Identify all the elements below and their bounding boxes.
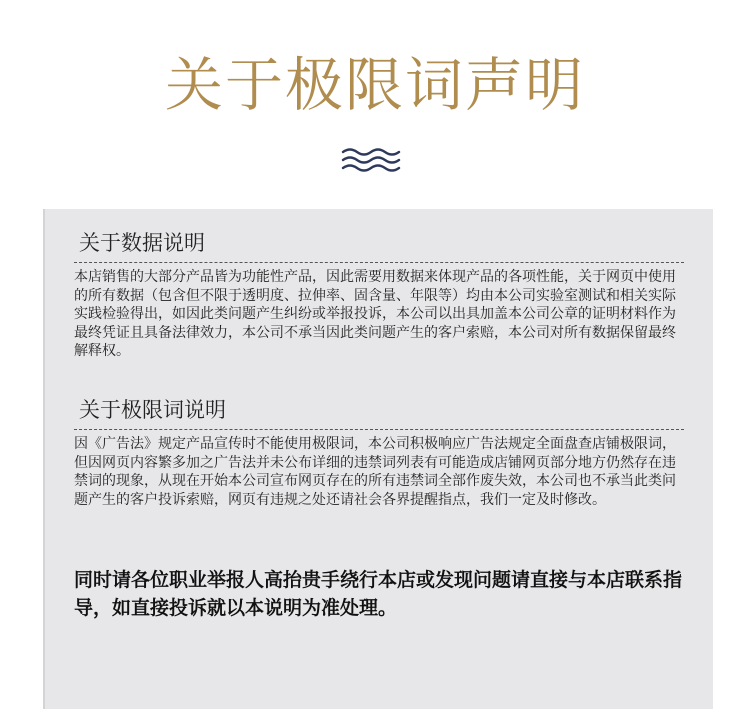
section-body-extreme-words: 因《广告法》规定产品宣传时不能使用极限词，本公司积极响应广告法规定全面盘查店铺极限词，但因网页内容繁多加之广告法并未公布详细的违禁词列表有可能造成店铺网页部分地方仍然存在违禁词的现象，从现在开始本公司宣布网页存在的所有违禁词全部作废失效，本公司也不承当此类问题产生的客户投诉索赔，网页有违规之处还请社会各界提醒指点，我们一定及时修改。: [74, 436, 676, 508]
section-divider: [74, 262, 684, 263]
section-heading-data: 关于数据说明: [79, 231, 205, 255]
section-divider: [74, 429, 684, 430]
section-body-data: 本店销售的大部分产品皆为功能性产品，因此需要用数据来体现产品的各项性能，关于网页中使用的所有数据（包含但不限于透明度、拉伸率、固含量、年限等）均由本公司实验室测试和相关实际实践检验得出，如因此类问题产生纠纷或举报投诉，本公司以出具加盖本公司公章的证明材料作为最终凭证且具备法律效力，本公司不承当因此类问题产生的客户索赔，本公司对所有数据保留最终解释权。: [74, 269, 676, 360]
notice-text: 同时请各位职业举报人高抬贵手绕行本店或发现问题请直接与本店联系指导，如直接投诉就以本说明为准处理。: [74, 569, 683, 619]
page-title: 关于极限词声明: [164, 51, 585, 119]
wave-icon: [341, 146, 403, 174]
panel-edge: [43, 209, 45, 709]
section-heading-extreme-words: 关于极限词说明: [79, 398, 226, 422]
